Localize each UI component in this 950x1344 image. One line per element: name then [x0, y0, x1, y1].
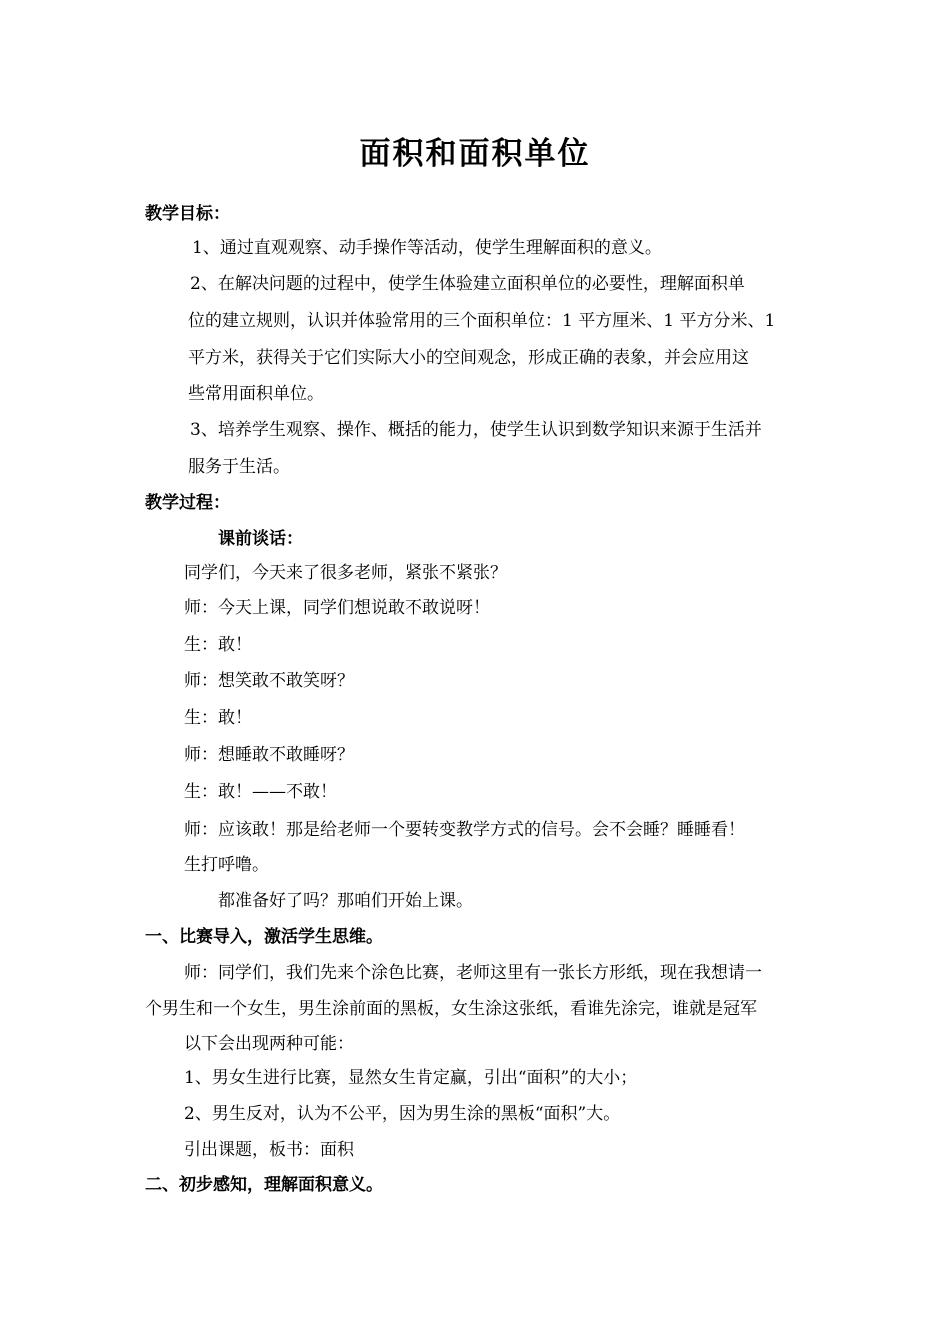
ready-line: 都准备好了吗？那咱们开始上课。	[218, 891, 473, 911]
objective-item-1: 1、通过直观观察、动手操作等活动，使学生理解面积的意义。	[192, 238, 662, 258]
dialogue-line: 师：想笑敢不敢笑呀？	[184, 671, 354, 691]
dialogue-line: 生：敢！	[184, 635, 252, 655]
objective-item-2-line-4: 些常用面积单位。	[188, 384, 324, 404]
dialogue-line: 生打呼噜。	[184, 855, 269, 875]
objectives-heading: 教学目标：	[145, 204, 230, 224]
possibility-1: 1、男女生进行比赛，显然女生肯定赢，引出“面积”的大小；	[184, 1068, 638, 1088]
page-title: 面积和面积单位	[359, 136, 591, 172]
dialogue-line: 同学们，今天来了很多老师，紧张不紧张？	[184, 563, 507, 583]
objective-item-2-line-2: 位的建立规则，认识并体验常用的三个面积单位：1 平方厘米、1 平方分米、1	[188, 311, 776, 331]
objective-item-3-line-1: 3、培养学生观察、操作、概括的能力，使学生认识到数学知识来源于生活并	[190, 420, 762, 440]
objective-item-3-line-2: 服务于生活。	[188, 457, 290, 477]
objective-item-2-line-1: 2、在解决问题的过程中，使学生体验建立面积单位的必要性，理解面积单	[190, 274, 745, 294]
dialogue-line: 师：今天上课，同学们想说敢不敢说呀！	[184, 598, 490, 618]
dialogue-line: 生：敢！	[184, 708, 252, 728]
board-note: 引出课题，板书：面积	[184, 1140, 354, 1160]
section-2-heading: 二、初步感知，理解面积意义。	[145, 1175, 383, 1195]
section-1-para-line-1: 师：同学们，我们先来个涂色比赛，老师这里有一张长方形纸，现在我想请一	[184, 963, 762, 983]
dialogue-line: 师：应该敢！那是给老师一个要转变教学方式的信号。会不会睡？睡睡看！	[184, 820, 745, 840]
objective-item-2-line-3: 平方米，获得关于它们实际大小的空间观念，形成正确的表象，并会应用这	[188, 348, 749, 368]
possibilities-intro: 以下会出现两种可能：	[184, 1034, 354, 1054]
section-1-heading: 一、比赛导入，激活学生思维。	[145, 927, 383, 947]
dialogue-line: 生：敢！——不敢！	[184, 782, 337, 802]
possibility-2: 2、男生反对，认为不公平，因为男生涂的黑板“面积”大。	[184, 1104, 621, 1124]
process-heading: 教学过程：	[145, 493, 230, 513]
pre-talk-heading: 课前谈话：	[218, 529, 303, 549]
section-1-para-line-2: 个男生和一个女生，男生涂前面的黑板，女生涂这张纸，看谁先涂完，谁就是冠军	[145, 999, 757, 1019]
dialogue-line: 师：想睡敢不敢睡呀？	[184, 745, 354, 765]
